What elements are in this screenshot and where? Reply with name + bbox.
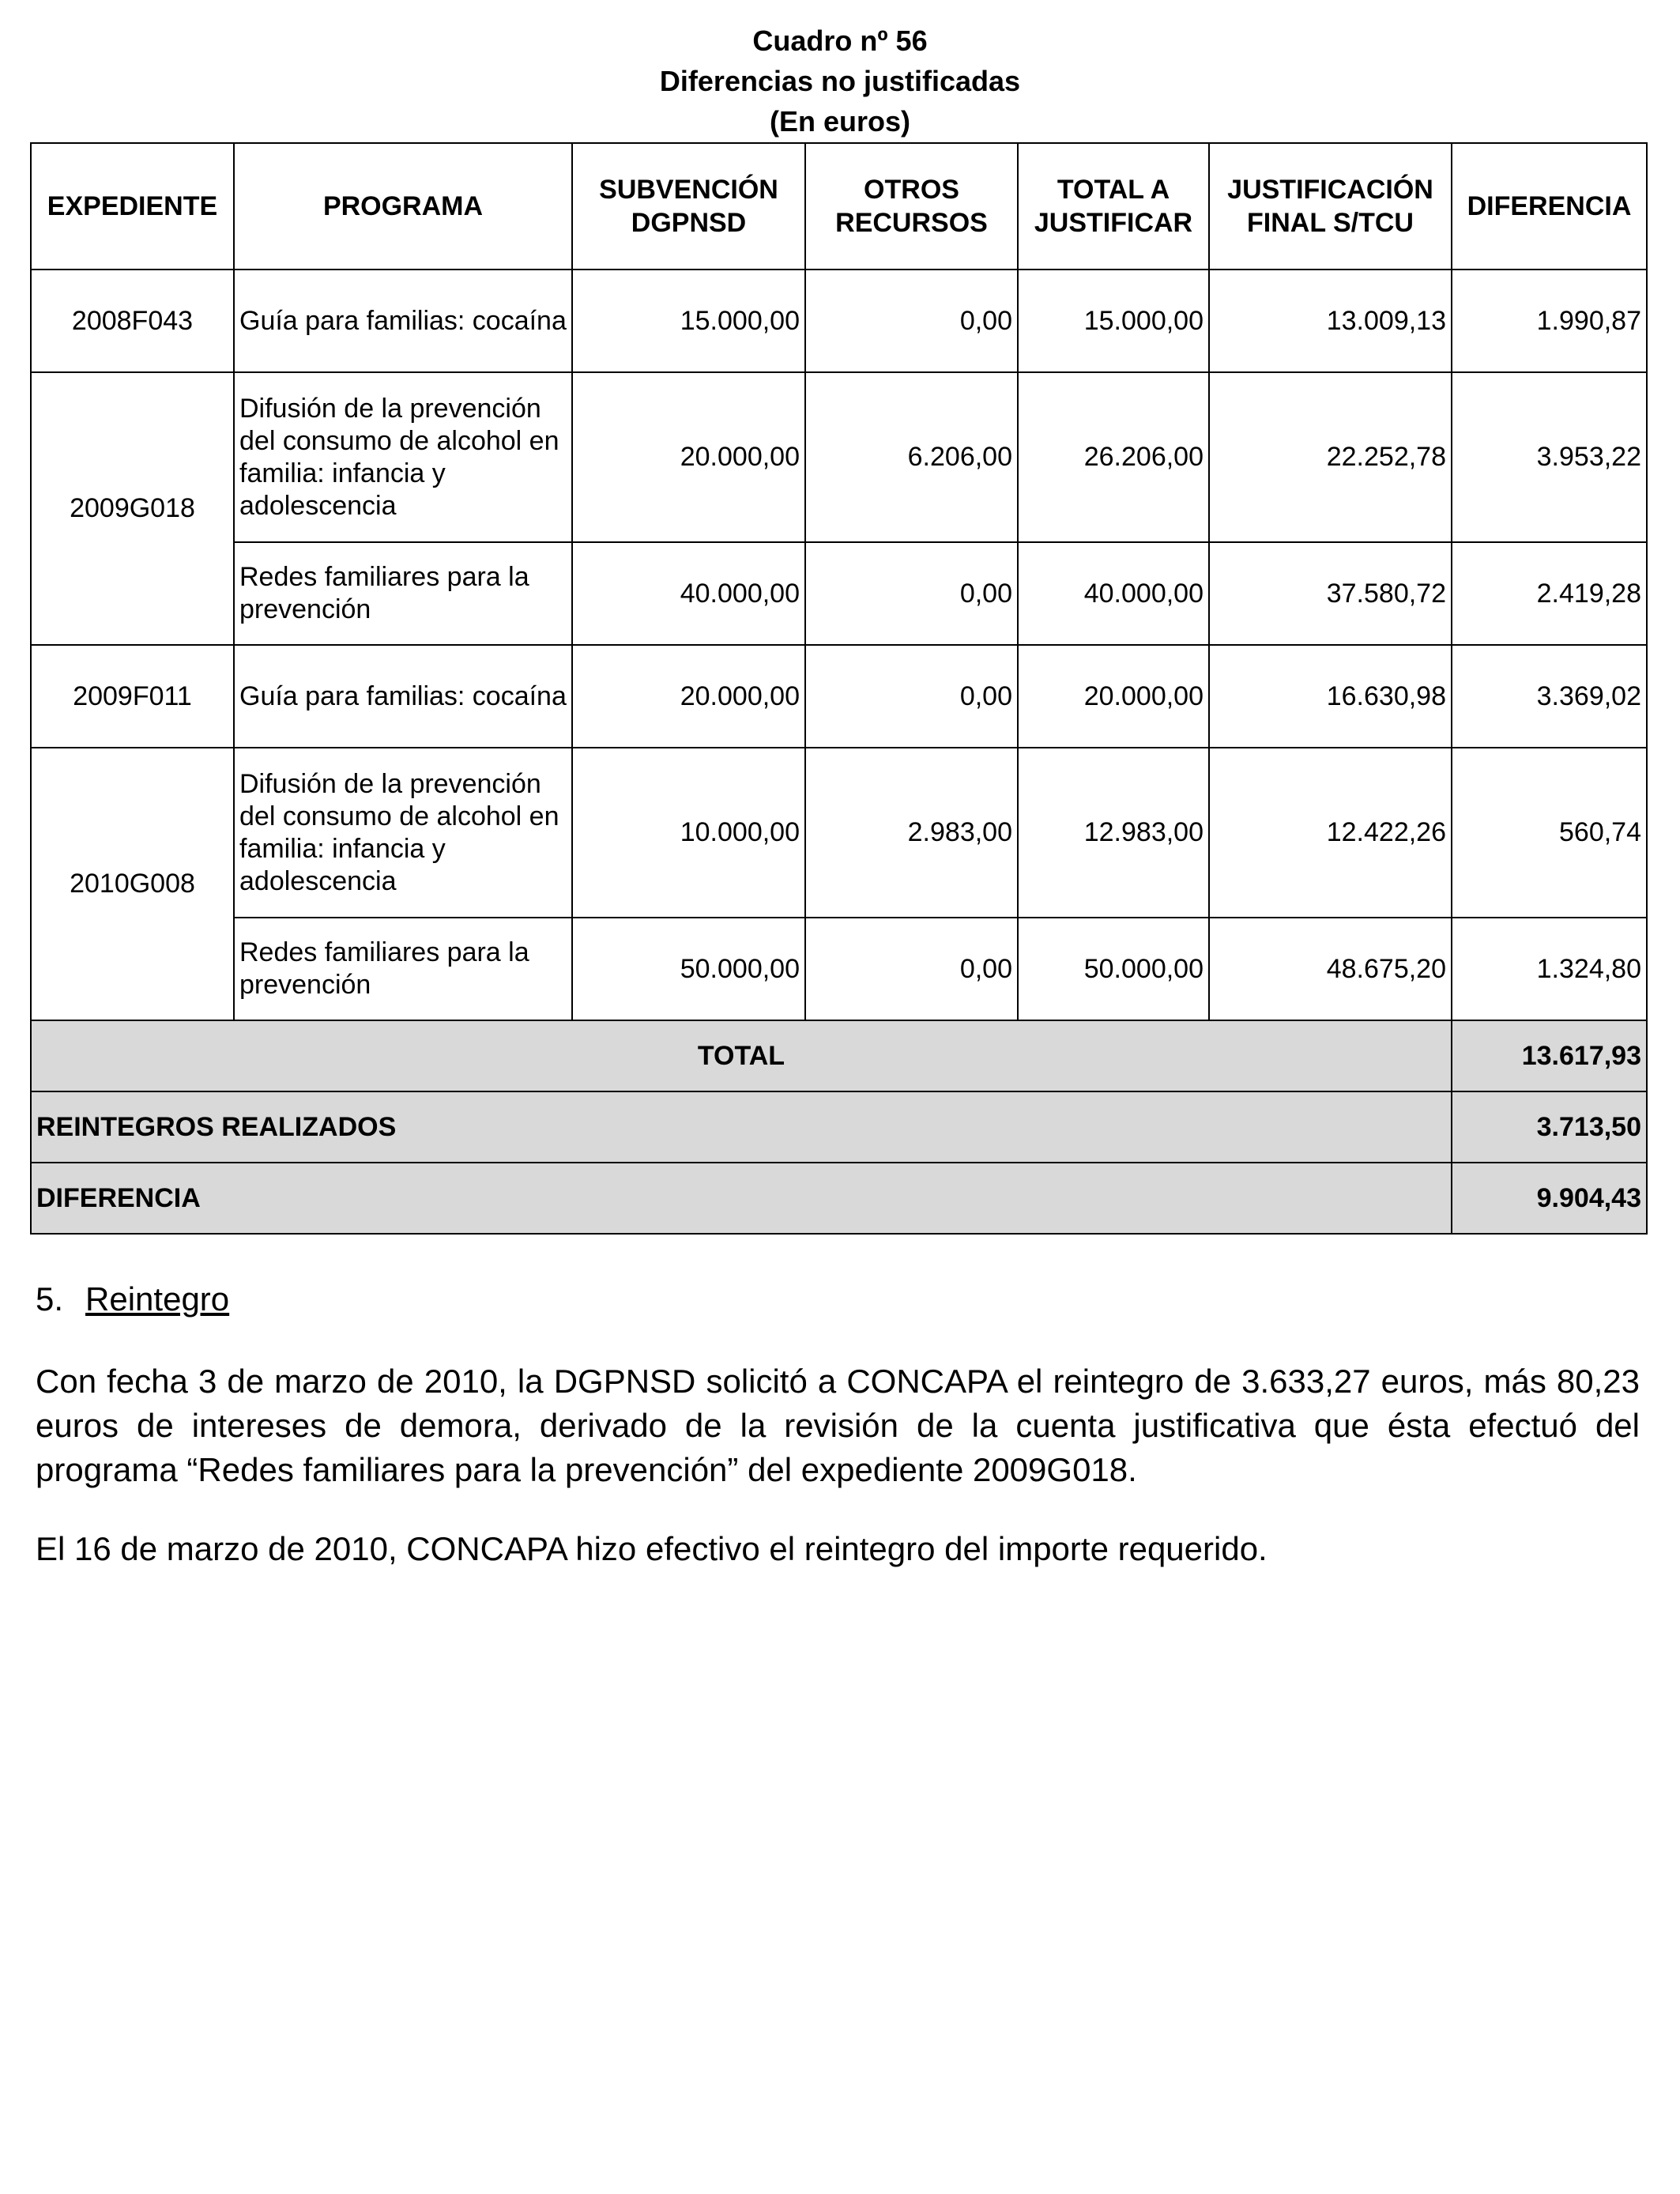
cell-programa: Guía para familias: cocaína [234, 270, 572, 372]
header-justificacion-final: JUSTIFICACIÓN FINAL S/TCU [1209, 143, 1452, 270]
cell-expediente: 2009F011 [31, 645, 234, 748]
cell-justificacion: 12.422,26 [1209, 748, 1452, 918]
table-row [31, 542, 1647, 645]
section-heading [36, 1279, 229, 1320]
total-label: TOTAL [31, 1020, 1452, 1091]
table-row [31, 645, 1647, 748]
header-total-a-justificar: TOTAL A JUSTIFICAR [1018, 143, 1209, 270]
reintegros-row [31, 1091, 1647, 1163]
cell-subvencion: 10.000,00 [572, 748, 805, 918]
cell-subvencion: 15.000,00 [572, 270, 805, 372]
diferencia-value: 9.904,43 [1452, 1163, 1647, 1234]
reintegros-value: 3.713,50 [1452, 1091, 1647, 1163]
table-header-row [31, 143, 1647, 270]
reintegros-label: REINTEGROS REALIZADOS [31, 1091, 1452, 1163]
cell-otros-recursos: 6.206,00 [805, 372, 1018, 542]
header-expediente: EXPEDIENTE [31, 143, 234, 270]
cell-subvencion: 20.000,00 [572, 372, 805, 542]
cell-programa: Difusión de la prevención del consumo de alcohol en familia: infancia y adolescencia [234, 748, 572, 918]
diferencias-table [30, 142, 1648, 1235]
cell-subvencion: 40.000,00 [572, 542, 805, 645]
paragraph-reintegro-request: Con fecha 3 de marzo de 2010, la DGPNSD solicitó a CONCAPA el reintegro de 3.633,27 euros, más 80,23 euros de intereses de demora, derivado de la revisión de la cuenta justificativa que ésta efectuó del programa “Redes familiares para la prevención” del expediente 2009G018. [36, 1363, 1640, 1488]
cell-diferencia: 2.419,28 [1452, 542, 1647, 645]
cell-diferencia: 1.324,80 [1452, 918, 1647, 1020]
cell-total: 40.000,00 [1018, 542, 1209, 645]
section-title: Reintegro [85, 1280, 230, 1318]
cell-total: 12.983,00 [1018, 748, 1209, 918]
table-row [31, 372, 1647, 542]
cell-total: 50.000,00 [1018, 918, 1209, 1020]
cell-expediente: 2009G018 [31, 372, 234, 645]
cell-justificacion: 16.630,98 [1209, 645, 1452, 748]
cell-expediente: 2010G008 [31, 748, 234, 1020]
table-row [31, 918, 1647, 1020]
cell-otros-recursos: 0,00 [805, 542, 1018, 645]
cell-total: 26.206,00 [1018, 372, 1209, 542]
cell-programa: Redes familiares para la prevención [234, 918, 572, 1020]
total-value: 13.617,93 [1452, 1020, 1647, 1091]
cell-total: 15.000,00 [1018, 270, 1209, 372]
cell-subvencion: 50.000,00 [572, 918, 805, 1020]
cell-otros-recursos: 0,00 [805, 645, 1018, 748]
cell-diferencia: 1.990,87 [1452, 270, 1647, 372]
cell-otros-recursos: 0,00 [805, 918, 1018, 1020]
cell-programa: Redes familiares para la prevención [234, 542, 572, 645]
diferencia-row [31, 1163, 1647, 1234]
cell-programa: Guía para familias: cocaína [234, 645, 572, 748]
cell-expediente: 2008F043 [31, 270, 234, 372]
table-caption-title: Diferencias no justificadas [659, 65, 1021, 97]
cell-diferencia: 3.369,02 [1452, 645, 1647, 748]
cell-diferencia: 560,74 [1452, 748, 1647, 918]
header-otros-recursos: OTROS RECURSOS [805, 143, 1018, 270]
table-caption-units: (En euros) [769, 105, 910, 138]
cell-justificacion: 13.009,13 [1209, 270, 1452, 372]
header-subvencion: SUBVENCIÓN DGPNSD [572, 143, 805, 270]
header-diferencia: DIFERENCIA [1452, 143, 1647, 270]
cell-justificacion: 22.252,78 [1209, 372, 1452, 542]
cell-justificacion: 37.580,72 [1209, 542, 1452, 645]
cell-subvencion: 20.000,00 [572, 645, 805, 748]
total-row [31, 1020, 1647, 1091]
table-row [31, 748, 1647, 918]
cell-otros-recursos: 0,00 [805, 270, 1018, 372]
paragraph-reintegro-payment: El 16 de marzo de 2010, CONCAPA hizo efectivo el reintegro del importe requerido. [36, 1530, 1268, 1567]
cell-justificacion: 48.675,20 [1209, 918, 1452, 1020]
section-number: 5. [36, 1280, 64, 1318]
table-caption-number: Cuadro nº 56 [752, 25, 928, 57]
cell-total: 20.000,00 [1018, 645, 1209, 748]
diferencia-label: DIFERENCIA [31, 1163, 1452, 1234]
table-row [31, 270, 1647, 372]
cell-diferencia: 3.953,22 [1452, 372, 1647, 542]
cell-otros-recursos: 2.983,00 [805, 748, 1018, 918]
header-programa: PROGRAMA [234, 143, 572, 270]
cell-programa: Difusión de la prevención del consumo de alcohol en familia: infancia y adolescencia [234, 372, 572, 542]
